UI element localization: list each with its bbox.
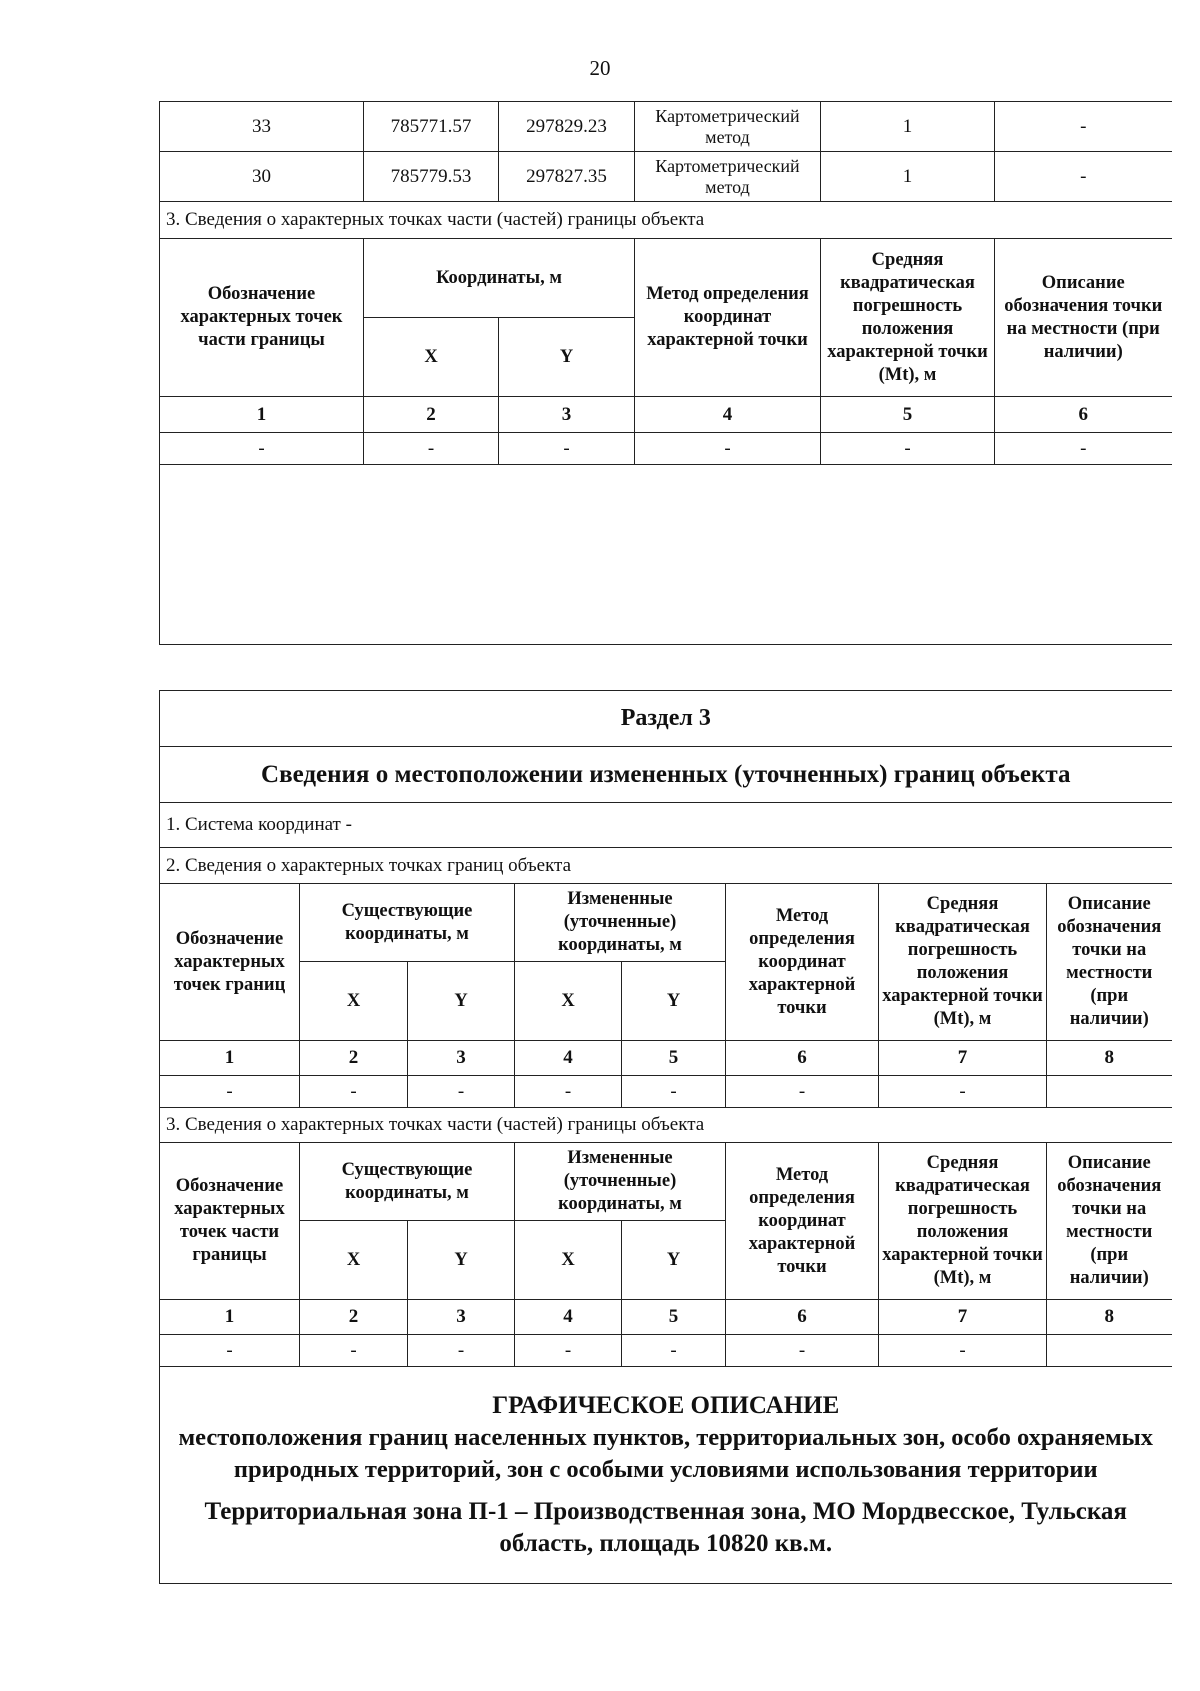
empty-cell: - — [408, 1335, 515, 1367]
section-title: Раздел 3 — [160, 691, 1172, 747]
y-header: Y — [408, 1221, 515, 1300]
part-points-section-title: 3. Сведения о характерных точках части (частей) границы объекта — [160, 202, 1172, 239]
empty-cell: - — [515, 1335, 622, 1367]
empty-cell: - — [160, 1335, 300, 1367]
method-header: Метод определения координат характерной точки — [635, 239, 821, 397]
boundary-points-section-title: 2. Сведения о характерных точках границ объекта — [160, 848, 1172, 884]
y-header: Y — [622, 962, 726, 1041]
empty-cell: - — [879, 1076, 1047, 1108]
column-number: 4 — [635, 397, 821, 433]
method-header: Метод определения координат характерной точки — [726, 1143, 879, 1300]
coordinates-header: Координаты, м — [364, 239, 635, 318]
column-numbers-row — [160, 1300, 1172, 1335]
existing-coordinates-header: Существующие координаты, м — [300, 1143, 515, 1221]
column-number: 8 — [1047, 1041, 1172, 1076]
empty-cell: - — [726, 1076, 879, 1108]
column-number: 1 — [160, 1300, 300, 1335]
empty-cell: - — [408, 1076, 515, 1108]
point-id: 33 — [160, 102, 364, 152]
column-number: 2 — [300, 1041, 408, 1076]
accuracy-cell: 1 — [821, 152, 995, 202]
territorial-zone: Территориальная зона П-1 – Производственная зона, МО Мордвесское, Тульская область, площадь 10820 кв.м. — [204, 1498, 1127, 1557]
column-number: 5 — [622, 1041, 726, 1076]
column-number: 3 — [408, 1041, 515, 1076]
part-boundary-points-table — [159, 101, 1172, 645]
coord-y: 297829.23 — [499, 102, 635, 152]
column-number: 5 — [821, 397, 995, 433]
method-cell: Картометрический метод — [635, 152, 821, 202]
description-header: Описание обозначения точки на местности (при наличии) — [1047, 1143, 1172, 1300]
empty-cell: - — [300, 1335, 408, 1367]
accuracy-header: Средняя квадратическая погрешность положения характерной точки (Mt), м — [879, 1143, 1047, 1300]
coord-y: 297827.35 — [499, 152, 635, 202]
column-numbers-row — [160, 397, 1172, 433]
column-number: 3 — [499, 397, 635, 433]
column-number: 6 — [726, 1041, 879, 1076]
column-number: 4 — [515, 1300, 622, 1335]
empty-cell: - — [300, 1076, 408, 1108]
x-header: X — [300, 1221, 408, 1300]
y-header: Y — [408, 962, 515, 1041]
designation-part-header: Обозначение характерных точек части границы — [160, 1143, 300, 1300]
empty-cell: - — [622, 1076, 726, 1108]
accuracy-header: Средняя квадратическая погрешность положения характерной точки (Mt), м — [821, 239, 995, 397]
column-number: 3 — [408, 1300, 515, 1335]
table-row — [160, 152, 1172, 202]
empty-cell: - — [635, 433, 821, 465]
designation-header: Обозначение характерных точек части границы — [160, 239, 364, 397]
graphic-description-title: ГРАФИЧЕСКОЕ ОПИСАНИЕ — [492, 1392, 840, 1419]
x-header: X — [515, 1221, 622, 1300]
empty-cell: - — [879, 1335, 1047, 1367]
table-row — [160, 1335, 1172, 1367]
column-number: 8 — [1047, 1300, 1172, 1335]
empty-cell: - — [622, 1335, 726, 1367]
x-header: X — [515, 962, 622, 1041]
x-header: X — [364, 318, 499, 397]
table-row — [160, 433, 1172, 465]
page-number: 20 — [589, 56, 611, 80]
section-3-table — [159, 690, 1172, 1584]
section-subtitle: Сведения о местоположении измененных (уточненных) границ объекта — [160, 747, 1172, 803]
column-number: 6 — [726, 1300, 879, 1335]
column-number: 2 — [364, 397, 499, 433]
accuracy-cell: 1 — [821, 102, 995, 152]
empty-cell: - — [160, 433, 364, 465]
description-cell: - — [995, 102, 1172, 152]
empty-cell: - — [160, 1076, 300, 1108]
changed-coordinates-header: Измененные (уточненные) координаты, м — [515, 1143, 726, 1221]
graphic-description — [160, 1367, 1172, 1584]
column-number: 2 — [300, 1300, 408, 1335]
y-header: Y — [499, 318, 635, 397]
coord-x: 785779.53 — [364, 152, 499, 202]
table-row — [160, 1076, 1172, 1108]
description-cell: - — [995, 152, 1172, 202]
coordinate-system: 1. Система координат - — [160, 803, 1172, 848]
empty-cell: - — [995, 433, 1172, 465]
description-header: Описание обозначения точки на местности (при наличии) — [1047, 884, 1172, 1041]
changed-coordinates-header: Измененные (уточненные) координаты, м — [515, 884, 726, 962]
empty-cell: - — [364, 433, 499, 465]
existing-coordinates-header: Существующие координаты, м — [300, 884, 515, 962]
column-numbers-row — [160, 1041, 1172, 1076]
designation-header: Обозначение характерных точек границ — [160, 884, 300, 1041]
empty-cell — [1047, 1076, 1172, 1108]
description-header: Описание обозначения точки на местности (при наличии) — [995, 239, 1172, 397]
empty-cell: - — [726, 1335, 879, 1367]
empty-cell: - — [499, 433, 635, 465]
table-row — [160, 102, 1172, 152]
method-header: Метод определения координат характерной точки — [726, 884, 879, 1041]
empty-cell: - — [821, 433, 995, 465]
part-points-section-title: 3. Сведения о характерных точках части (частей) границы объекта — [160, 1108, 1172, 1143]
graphic-description-subtitle: местоположения границ населенных пунктов, территориальных зон, особо охраняемых природных территорий, зон с особыми условиями использования территории — [178, 1424, 1154, 1483]
method-cell: Картометрический метод — [635, 102, 821, 152]
column-number: 7 — [879, 1041, 1047, 1076]
empty-area — [160, 465, 1172, 645]
column-number: 7 — [879, 1300, 1047, 1335]
accuracy-header: Средняя квадратическая погрешность положения характерной точки (Mt), м — [879, 884, 1047, 1041]
empty-cell: - — [515, 1076, 622, 1108]
x-header: X — [300, 962, 408, 1041]
column-number: 1 — [160, 397, 364, 433]
empty-cell — [1047, 1335, 1172, 1367]
point-id: 30 — [160, 152, 364, 202]
column-number: 6 — [995, 397, 1172, 433]
column-number: 5 — [622, 1300, 726, 1335]
column-number: 4 — [515, 1041, 622, 1076]
y-header: Y — [622, 1221, 726, 1300]
column-number: 1 — [160, 1041, 300, 1076]
coord-x: 785771.57 — [364, 102, 499, 152]
